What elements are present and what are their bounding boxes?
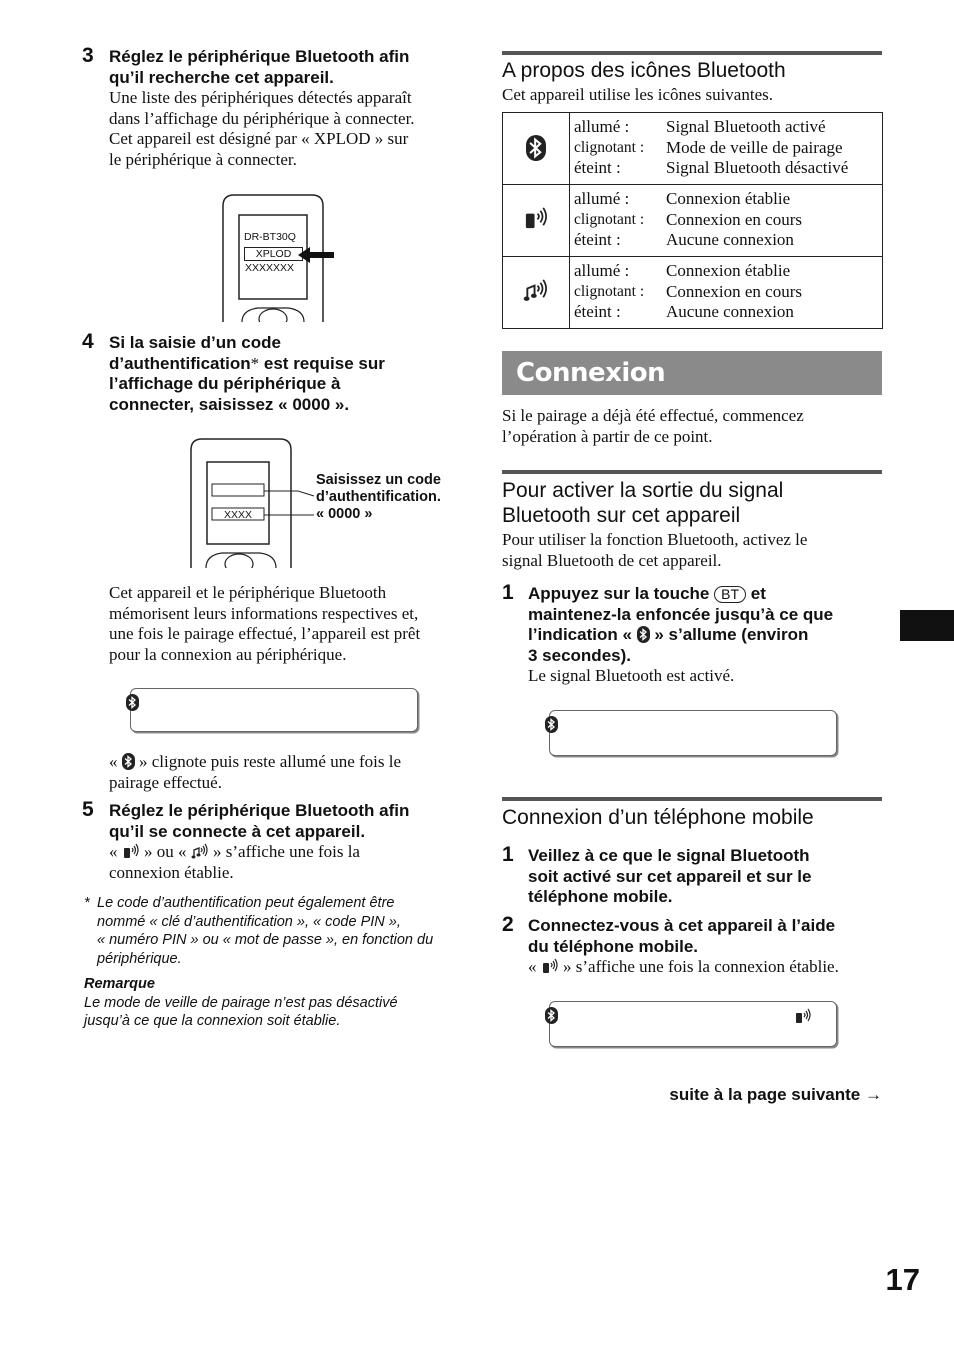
connexion-banner: Connexion (502, 351, 882, 395)
step-4-number: 4 (82, 330, 94, 353)
step-5-title: Réglez le périphérique Bluetooth afin qu’il se connecte à cet appareil. (109, 801, 410, 841)
step-5-body: « » ou « » s’affiche une fois la connexion établie. (109, 842, 360, 882)
bluetooth-icon (526, 135, 546, 161)
arrow-right-icon: → (865, 1085, 882, 1104)
icons-intro: Cet appareil utilise les icônes suivantes. (502, 85, 773, 104)
phone-screen-xplod: XPLOD (244, 247, 303, 261)
icons-heading: A propos des icônes Bluetooth (502, 59, 786, 82)
connexion-intro: Si le pairage a déjà été effectué, commencez l’opération à partir de ce point. (502, 406, 804, 446)
audio-connection-icon (191, 843, 209, 859)
arrow-pointer-icon (296, 244, 336, 266)
unit-display-paired (130, 688, 418, 732)
continued-note: suite à la page suivante → (669, 1085, 882, 1104)
remark: Remarque Le mode de veille de pairage n’est pas désactivé jusqu’à ce que la connexion soit établie. (84, 976, 398, 1029)
phone-connection-icon (122, 843, 140, 859)
phone-screen-other: XXXXXXX (245, 262, 295, 274)
unit-display-bt-on (549, 710, 837, 756)
step-4-title: Si la saisie d’un code d’authentification* est requise sur l’affichage du périphérique à connecter, saisissez « 0000 ». (109, 333, 385, 414)
activate-step-1-title: Appuyez sur la touche BT et maintenez-la enfoncée jusqu’à ce que l’indication « » s’allume (environ 3 secondes). (528, 584, 834, 665)
mobile-step-1-number: 1 (502, 843, 514, 866)
activate-step-1-number: 1 (502, 581, 514, 604)
bt-key: BT (714, 586, 746, 603)
activate-step-1-result: Le signal Bluetooth est activé. (528, 666, 735, 685)
step-3-number: 3 (82, 44, 94, 67)
step-3-title: Réglez le périphérique Bluetooth afin qu’il recherche cet appareil. (109, 47, 410, 87)
bluetooth-icon (126, 694, 139, 711)
mobile-step-2-result: « » s’affiche une fois la connexion établie. (528, 957, 839, 976)
unit-display-connected (549, 1001, 837, 1047)
icons-table-row: allumé : Connexion établie clignotant : Connexion en cours éteint : Aucune connexion (503, 257, 883, 329)
footnote-star: * (84, 895, 90, 911)
audio-connection-icon (523, 278, 549, 302)
icons-table (502, 112, 883, 329)
activate-heading: Pour activer la sortie du signal Bluetooth sur cet appareil (502, 479, 784, 527)
icons-table-row: allumé : Signal Bluetooth activé clignotant : Mode de veille de pairage éteint : Signal Bluetooth désactivé (503, 113, 883, 185)
callout-lines (264, 488, 316, 518)
section-rule (502, 470, 882, 474)
phone-connection-icon (523, 206, 549, 230)
mobile-step-2-number: 2 (502, 913, 514, 936)
side-tab-marker (900, 610, 954, 641)
bluetooth-icon (545, 716, 558, 733)
callout-text: Saisissez un code d’authentification. « 0000 » (316, 472, 441, 522)
phone-connection-icon (541, 958, 559, 974)
footnote: Le code d’authentification peut également être nommé « clé d’authentification », « code PIN », « numéro PIN » ou « mot de passe », en fonction du périphérique. (97, 895, 434, 967)
step-3-body: Une liste des périphériques détectés apparaît dans l’affichage du périphérique à connecter. Cet appareil est désigné par « XPLOD » sur le périphérique à connecter. (109, 88, 415, 169)
step-5-number: 5 (82, 798, 94, 821)
icons-table-row: allumé : Connexion établie clignotant : Connexion en cours éteint : Aucune connexion (503, 185, 883, 257)
bluetooth-icon (545, 1007, 558, 1024)
step-4-after: « » clignote puis reste allumé une fois le pairage effectué. (109, 752, 402, 792)
phone-screen-code: XXXX (224, 509, 253, 521)
bluetooth-icon (637, 626, 650, 643)
phone-screen-model: DR-BT30Q (244, 231, 296, 243)
phone-connection-icon (794, 1008, 812, 1024)
mobile-heading: Connexion d’un téléphone mobile (502, 806, 814, 829)
section-rule (502, 51, 882, 55)
section-rule (502, 797, 882, 801)
step-4-body: Cet appareil et le périphérique Bluetooth mémorisent leurs informations respectives et, une fois le pairage effectué, l’appareil est prêt pour la connexion au périphérique. (109, 583, 421, 664)
mobile-step-1-title: Veillez à ce que le signal Bluetooth soit activé sur cet appareil et sur le téléphone mobile. (528, 846, 812, 906)
bluetooth-icon (122, 753, 135, 770)
page-number: 17 (885, 1262, 920, 1297)
mobile-step-2-title: Connectez-vous à cet appareil à l’aide du téléphone mobile. (528, 916, 836, 956)
activate-intro: Pour utiliser la fonction Bluetooth, activez le signal Bluetooth de cet appareil. (502, 530, 808, 570)
